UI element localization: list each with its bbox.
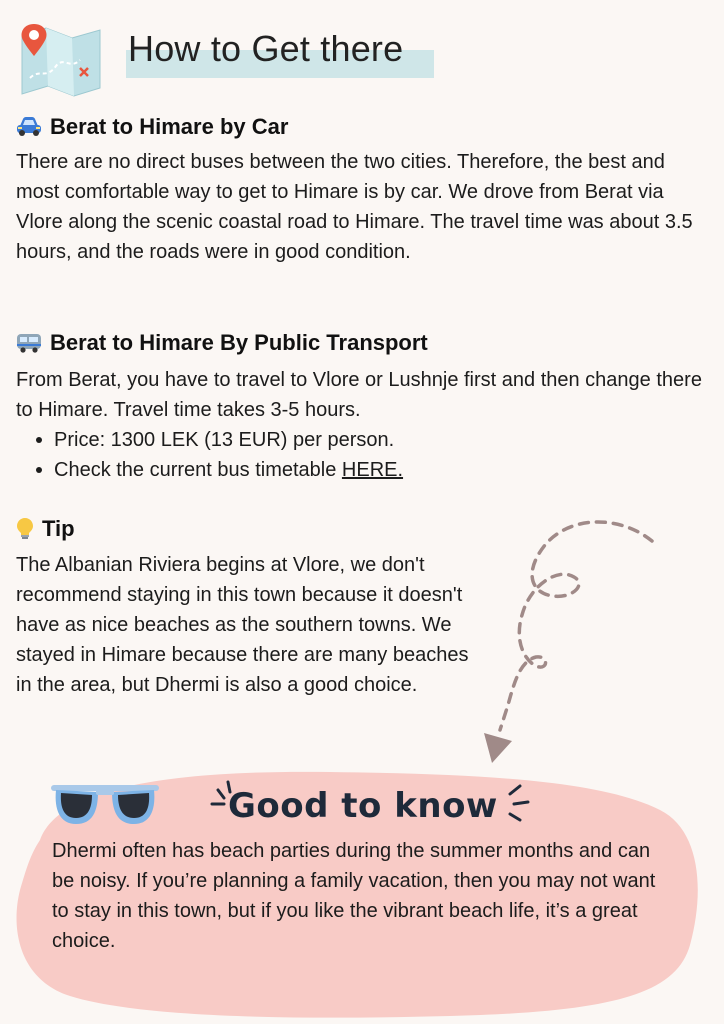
section-text-public-transport: From Berat, you have to travel to Vlore or Lushnje first and then change there to Himare. Travel time takes 3-5 hours. — [16, 369, 702, 421]
list-item — [16, 455, 706, 485]
bullet-icon — [36, 437, 42, 443]
bullet-icon — [36, 467, 42, 473]
section-title-public-transport — [16, 330, 428, 356]
section-title-label: Berat to Himare by Car — [50, 114, 289, 139]
dashed-arrow-icon — [470, 505, 670, 775]
price-text: Price: 1300 LEK (13 EUR) per person. — [54, 429, 395, 451]
good-to-know-title: Good to know — [228, 786, 498, 826]
sunglasses-icon — [50, 780, 160, 830]
section-text-car: There are no direct buses between the two cities. Therefore, the best and most comfortable way to get to Himare is by car. We drove from Berat via Vlore along the scenic coastal road to Himare. The travel time was about 3.5 hours, and the roads were in good condition. — [16, 151, 693, 263]
car-icon — [16, 116, 42, 138]
tip-text: The Albanian Riviera begins at Vlore, we don't recommend staying in this town because it doesn't have as nice beaches as the southern towns. We stayed in Himare because there are many beaches in the area, but Dhermi is also a good choice. — [16, 554, 469, 696]
page-title: How to Get there — [128, 28, 404, 69]
tip-title-label: Tip — [42, 516, 75, 541]
timetable-text: Check the current bus timetable — [54, 459, 342, 481]
list-item — [16, 425, 706, 455]
section-title-car — [16, 114, 288, 140]
map-pin-icon — [16, 18, 106, 98]
lightbulb-icon — [16, 517, 34, 541]
section-title-label: Berat to Himare By Public Transport — [50, 330, 428, 355]
timetable-link[interactable]: HERE. — [341, 459, 404, 481]
good-to-know-text: Dhermi often has beach parties during the summer months and can be noisy. If you’re planning a family vacation, then you may not want to stay in this town, but if you like the vibrant beach life, it’s a great choice. — [52, 840, 656, 952]
bullet-list — [16, 425, 706, 485]
bus-icon — [16, 332, 42, 354]
tip-title — [16, 516, 75, 542]
